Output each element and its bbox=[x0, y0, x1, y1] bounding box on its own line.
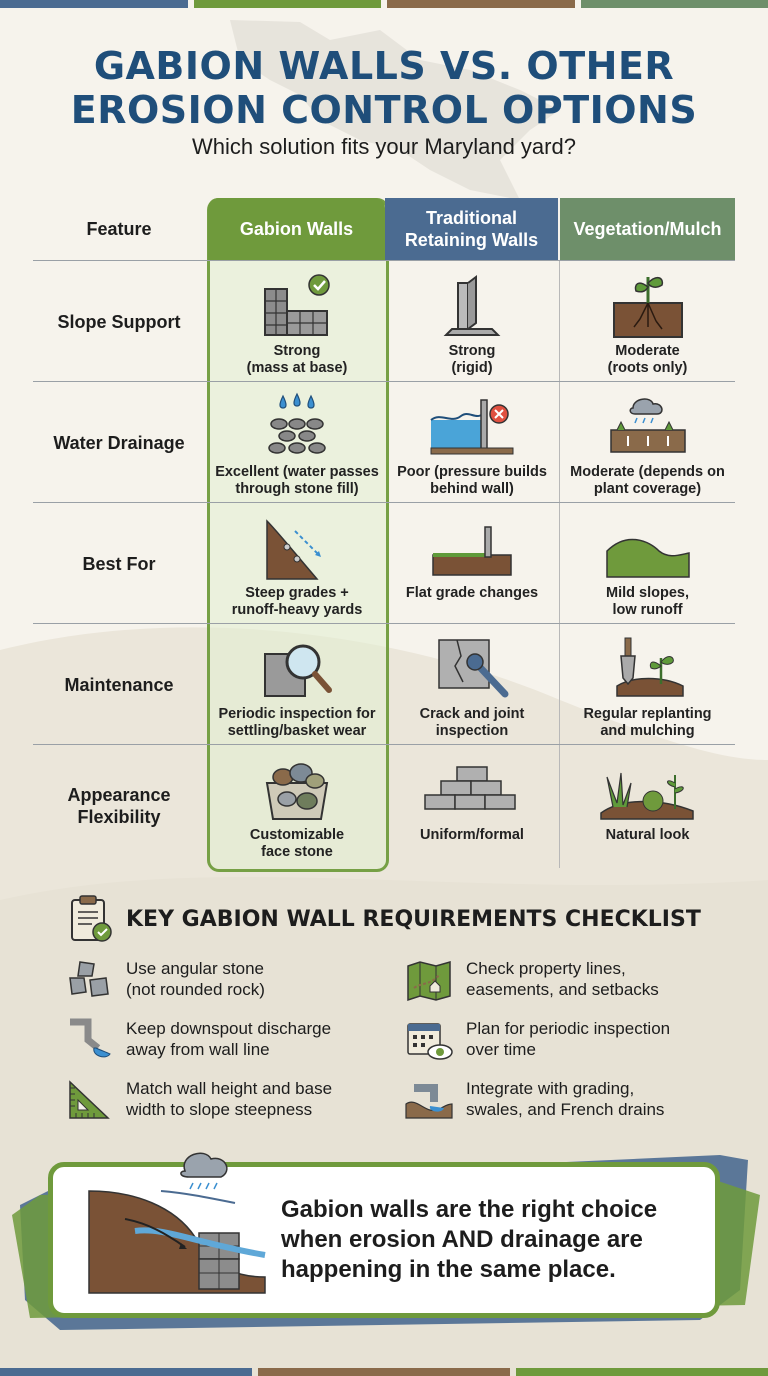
checklist-item bbox=[404, 1018, 670, 1062]
checklist-item bbox=[66, 1078, 332, 1122]
feature-label: Best For bbox=[82, 553, 156, 574]
checklist-title: KEY GABION WALL REQUIREMENTS CHECKLIST bbox=[126, 906, 701, 932]
plant-roots-icon bbox=[608, 269, 688, 341]
checklist-item-text: Use angular stone (not rounded rock) bbox=[126, 959, 265, 999]
map-icon bbox=[404, 958, 454, 1002]
gabion-slope-rain-illustration bbox=[75, 1147, 275, 1297]
conclusion-callout bbox=[48, 1162, 720, 1318]
traditional-cell bbox=[385, 624, 559, 745]
traditional-cell-text: Uniform/formal bbox=[420, 827, 524, 843]
flat-grade-change-icon bbox=[427, 511, 517, 583]
ruler-triangle-icon bbox=[66, 1078, 114, 1122]
gabion-cell bbox=[209, 261, 385, 382]
gabion-cell bbox=[209, 745, 385, 866]
checklist-heading bbox=[68, 894, 701, 944]
vegetation-cell-text: Moderate (depends on plant coverage) bbox=[570, 464, 725, 497]
checklist-item-text: Match wall height and base width to slope steepness bbox=[126, 1079, 333, 1119]
steep-slope-runoff-icon bbox=[257, 511, 337, 583]
magnifier-inspection-icon bbox=[257, 632, 337, 704]
gabion-cell-text: Strong (mass at base) bbox=[246, 343, 348, 376]
gabion-cell-text: Periodic inspection for settling/basket wear bbox=[218, 706, 376, 739]
page-title bbox=[0, 44, 768, 132]
checklist-item-text: Check property lines, easements, and setbacks bbox=[466, 959, 659, 999]
feature-column-header: Feature bbox=[86, 219, 152, 239]
calendar-eye-icon bbox=[404, 1018, 454, 1062]
gabion-cell bbox=[209, 624, 385, 745]
vegetation-cell bbox=[560, 745, 735, 866]
clipboard-check-icon bbox=[68, 894, 114, 944]
traditional-cell-text: Strong (rigid) bbox=[448, 343, 496, 376]
checklist-item-text: Integrate with grading, swales, and French drains bbox=[466, 1079, 665, 1119]
traditional-column-header: Traditional Retaining Walls bbox=[385, 198, 558, 260]
downspout-icon bbox=[66, 1018, 114, 1062]
traditional-cell-text: Poor (pressure builds behind wall) bbox=[397, 464, 547, 497]
title-line-2: EROSION CONTROL OPTIONS bbox=[70, 88, 698, 132]
checklist-item-text: Plan for periodic inspection over time bbox=[466, 1019, 671, 1059]
water-through-stones-icon bbox=[257, 390, 337, 462]
table-row-slope-support bbox=[33, 260, 735, 382]
feature-label: Appearance Flexibility bbox=[67, 784, 171, 827]
gabion-cell bbox=[209, 503, 385, 624]
stones-icon bbox=[66, 958, 114, 1002]
gabion-column-header: Gabion Walls bbox=[208, 198, 385, 260]
traditional-cell bbox=[385, 503, 559, 624]
vegetation-cell-text: Moderate (roots only) bbox=[607, 343, 688, 376]
traditional-cell-text: Crack and joint inspection bbox=[419, 706, 525, 739]
vegetation-cell-text: Regular replanting and mulching bbox=[583, 706, 712, 739]
checklist-item bbox=[66, 1018, 331, 1062]
gabion-cell-text: Customizable face stone bbox=[249, 827, 345, 860]
natural-plants-icon bbox=[593, 753, 703, 825]
vegetation-column-header: Vegetation/Mulch bbox=[560, 198, 735, 260]
mild-slope-icon bbox=[603, 511, 693, 583]
bottom-color-bar bbox=[0, 1368, 768, 1376]
feature-label: Slope Support bbox=[57, 311, 181, 332]
checklist-item-text: Keep downspout discharge away from wall line bbox=[126, 1019, 332, 1059]
comparison-table bbox=[33, 198, 735, 870]
feature-label: Maintenance bbox=[64, 674, 174, 695]
feature-label: Water Drainage bbox=[53, 432, 185, 453]
vegetation-cell bbox=[560, 624, 735, 745]
rain-soil-icon bbox=[603, 390, 693, 462]
vegetation-cell bbox=[560, 503, 735, 624]
checklist-item bbox=[404, 958, 659, 1002]
block-wall-icon bbox=[417, 753, 527, 825]
title-line-1: GABION WALLS VS. OTHER bbox=[93, 44, 675, 88]
traditional-cell bbox=[385, 261, 559, 382]
gabion-cell bbox=[209, 382, 385, 503]
top-color-bar bbox=[0, 0, 768, 8]
vegetation-cell bbox=[560, 261, 735, 382]
checklist-item bbox=[66, 958, 265, 1002]
table-row-best-for bbox=[33, 502, 735, 624]
checklist-item bbox=[404, 1078, 664, 1122]
stone-basket-icon bbox=[257, 753, 337, 825]
retaining-wall-icon bbox=[432, 269, 512, 341]
vegetation-cell-text: Mild slopes, low runoff bbox=[606, 585, 689, 618]
gabion-cell-text: Excellent (water passes through stone fill) bbox=[215, 464, 379, 497]
drain-pipe-icon bbox=[404, 1078, 454, 1122]
vegetation-cell-text: Natural look bbox=[605, 827, 690, 843]
table-row-appearance bbox=[33, 744, 735, 866]
table-row-water-drainage bbox=[33, 381, 735, 503]
trowel-seedling-icon bbox=[603, 632, 693, 704]
traditional-cell bbox=[385, 382, 559, 503]
conclusion-text: Gabion walls are the right choice when erosion AND drainage are happening in the same place. bbox=[281, 1196, 658, 1283]
gabion-basket-check-icon bbox=[257, 269, 337, 341]
traditional-cell bbox=[385, 745, 559, 866]
wrench-crack-icon bbox=[427, 632, 517, 704]
gabion-cell-text: Steep grades + runoff-heavy yards bbox=[231, 585, 363, 618]
traditional-cell-text: Flat grade changes bbox=[405, 585, 539, 601]
table-row-maintenance bbox=[33, 623, 735, 745]
vegetation-cell bbox=[560, 382, 735, 503]
water-pressure-wall-icon bbox=[427, 390, 517, 462]
page-subtitle: Which solution fits your Maryland yard? bbox=[192, 134, 576, 159]
